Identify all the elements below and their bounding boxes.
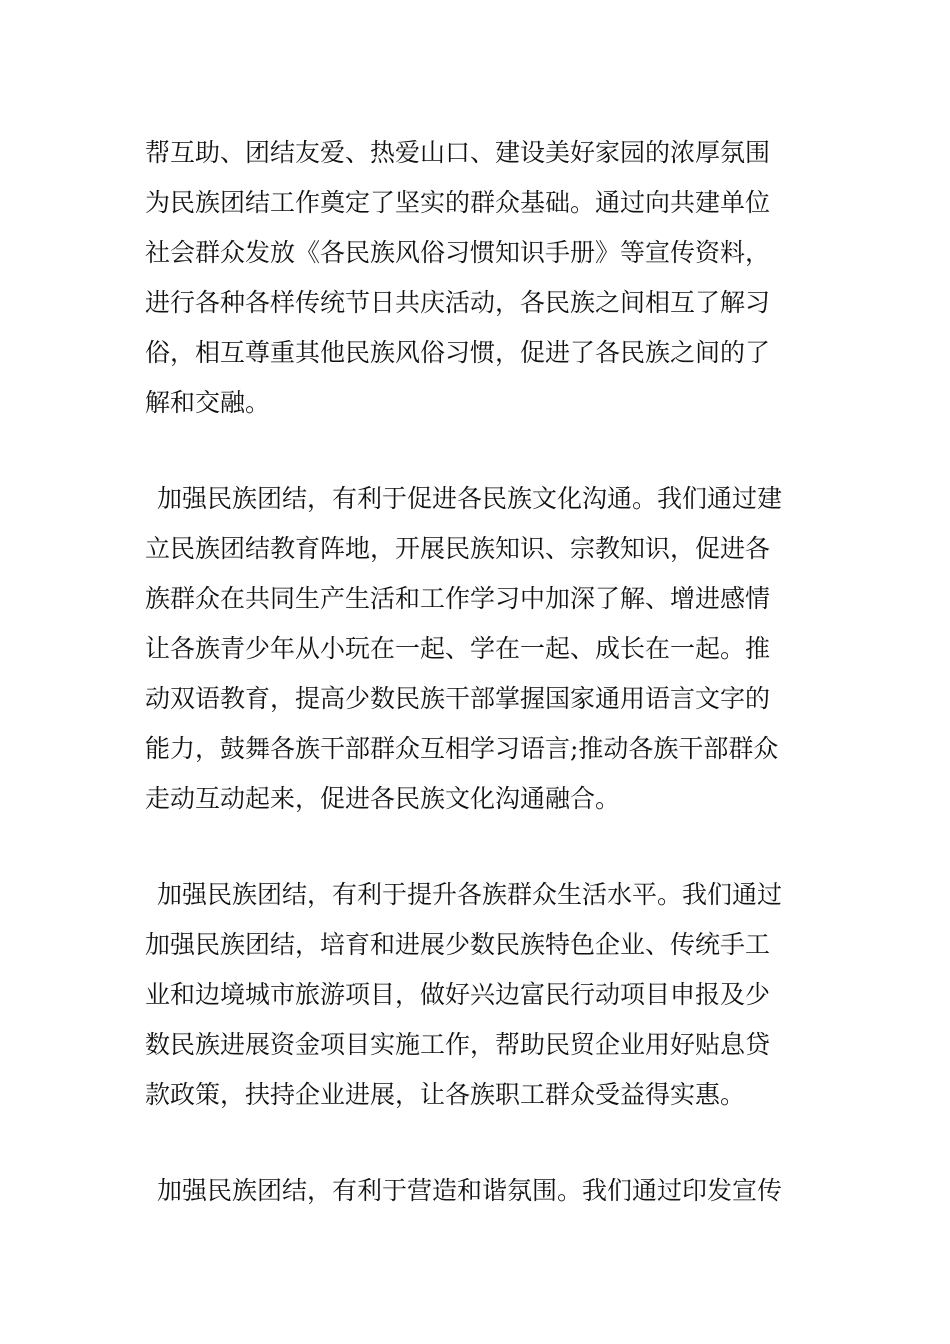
paragraph-line: 加强民族团结，有利于促进各民族文化沟通。我们通过建	[157, 484, 783, 513]
paragraph-line: 进行各种各样传统节日共庆活动，各民族之间相互了解习	[145, 288, 771, 317]
document-body	[145, 128, 810, 1216]
paragraph-line: 动双语教育，提高少数民族干部掌握国家通用语言文字的	[145, 684, 771, 713]
paragraph-spacer	[145, 428, 810, 474]
paragraph-line: 加强民族团结，有利于提升各族群众生活水平。我们通过	[157, 880, 783, 909]
paragraph-line: 俗，相互尊重其他民族风俗习惯，促进了各民族之间的了	[145, 338, 771, 367]
paragraph-line: 解和交融。	[145, 388, 271, 417]
paragraph-line: 立民族团结教育阵地，开展民族知识、宗教知识，促进各	[145, 534, 771, 563]
paragraph-line: 加强民族团结，培育和进展少数民族特色企业、传统手工	[145, 930, 771, 959]
paragraph-2	[145, 474, 810, 824]
paragraph-line: 社会群众发放《各民族风俗习惯知识手册》等宣传资料，	[145, 238, 771, 267]
paragraph-3	[145, 870, 810, 1120]
paragraph-spacer	[145, 824, 810, 870]
paragraph-line: 业和边境城市旅游项目，做好兴边富民行动项目申报及少	[145, 980, 771, 1009]
paragraph-line: 数民族进展资金项目实施工作，帮助民贸企业用好贴息贷	[145, 1030, 771, 1059]
paragraph-spacer	[145, 1120, 810, 1166]
paragraph-line: 加强民族团结，有利于营造和谐氛围。我们通过印发宣传	[157, 1176, 783, 1205]
paragraph-line: 让各族青少年从小玩在一起、学在一起、成长在一起。推	[145, 634, 771, 663]
paragraph-line: 走动互动起来，促进各民族文化沟通融合。	[145, 784, 621, 813]
paragraph-4	[145, 1166, 810, 1216]
paragraph-line: 款政策，扶持企业进展，让各族职工群众受益得实惠。	[145, 1080, 746, 1109]
paragraph-line: 能力，鼓舞各族干部群众互相学习语言;推动各族干部群众	[145, 734, 779, 763]
paragraph-line: 族群众在共同生产生活和工作学习中加深了解、增进感情	[145, 584, 771, 613]
paragraph-line: 帮互助、团结友爱、热爱山口、建设美好家园的浓厚氛围	[145, 138, 771, 167]
paragraph-line: 为民族团结工作奠定了坚实的群众基础。通过向共建单位	[145, 188, 771, 217]
paragraph-1	[145, 128, 810, 428]
